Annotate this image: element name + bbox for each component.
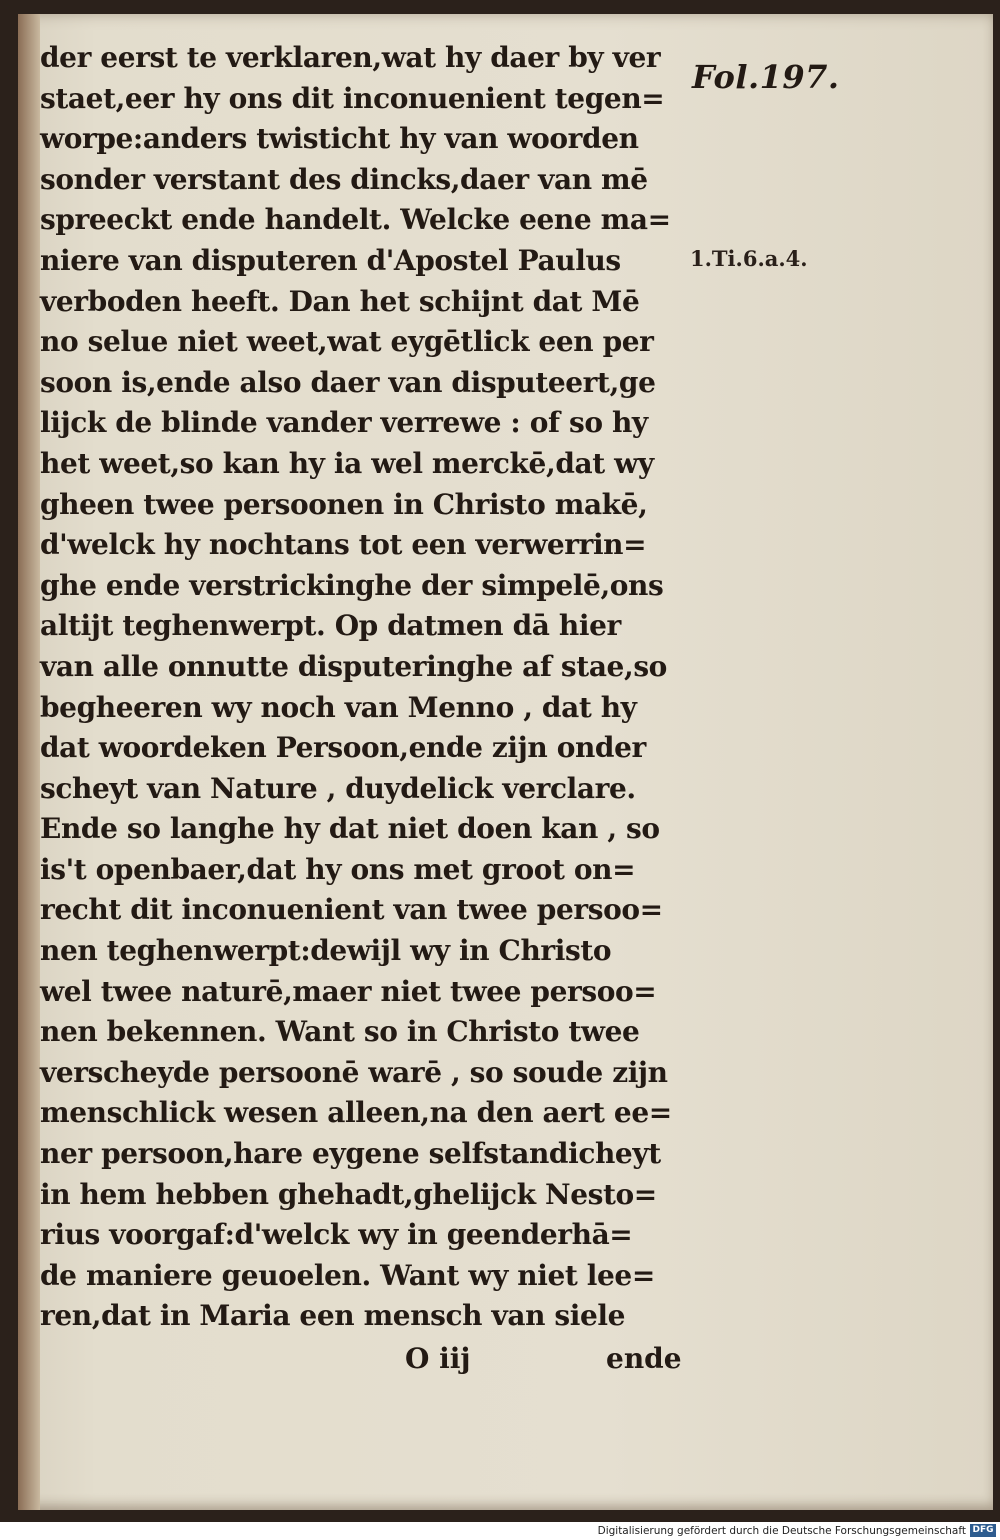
text-line: rius voorgaf:d'welck wy in geenderhā= [40,1218,633,1252]
catchword: ende [606,1342,682,1375]
text-line: d'welck hy nochtans tot een verwerrin= [40,528,647,562]
signature-mark: O iij [405,1342,471,1375]
text-line: menschlick wesen alleen,na den aert ee= [40,1096,672,1130]
folio-running-head: Fol.197. [692,58,840,96]
text-line: het weet,so kan hy ia wel merckē,dat wy [40,446,654,480]
text-line: no selue niet weet,wat eygētlick een per [40,325,654,359]
text-line: ren,dat in Maria een mensch van siele [40,1299,626,1333]
text-line: nen teghenwerpt:dewijl wy in Christo [40,934,612,968]
text-line: niere van disputeren d'Apostel Paulus [40,243,621,277]
text-line: ner persoon,hare eygene selfstandicheyt [40,1137,661,1171]
text-line: recht dit inconuenient van twee persoo= [40,893,663,927]
body-text [40,38,700,1337]
text-line: verboden heeft. Dan het schijnt dat Mē [40,284,640,318]
text-line: wel twee naturē,maer niet twee persoo= [40,974,657,1008]
text-line: lijck de blinde vander verrewe : of so hy [40,406,648,440]
text-line: soon is,ende also daer van disputeert,ge [40,365,656,399]
text-line: der eerst te verklaren,wat hy daer by ver [40,41,661,74]
dfg-logo: DFG [970,1524,996,1537]
text-line: van alle onnutte disputeringhe af stae,so [40,649,667,683]
text-line: verscheyde persoonē warē , so soude zijn [40,1055,668,1089]
text-line: scheyt van Nature , duydelick verclare. [40,771,636,805]
text-line: sonder verstant des dincks,daer van mē [40,162,648,196]
text-line: is't openbaer,dat hy ons met groot on= [40,852,636,886]
text-line: staet,eer hy ons dit inconuenient tegen= [40,81,665,115]
text-line: spreeckt ende handelt. Welcke eene ma= [40,203,671,237]
text-line: worpe:anders twisticht hy van woorden [40,122,639,156]
text-line: ghe ende verstrickinghe der simpelē,ons [40,568,664,602]
text-line: Ende so langhe hy dat niet doen kan , so [40,812,660,846]
footer-credit: Digitalisierung gefördert durch die Deutsche Forschungsgemeinschaft [597,1525,966,1537]
margin-note: 1.Ti.6.a.4. [690,246,808,271]
text-line: nen bekennen. Want so in Christo twee [40,1015,640,1049]
text-line: altijt teghenwerpt. Op datmen dā hier [40,609,621,643]
text-line: in hem hebben ghehadt,ghelijck Nesto= [40,1177,657,1211]
text-line: dat woordeken Persoon,ende zijn onder [40,731,646,765]
text-line: gheen twee persoonen in Christo makē, [40,487,648,521]
page-gutter-edge [18,14,40,1510]
text-line: begheeren wy noch van Menno , dat hy [40,690,637,724]
text-line: de maniere geuoelen. Want wy niet lee= [40,1258,655,1292]
